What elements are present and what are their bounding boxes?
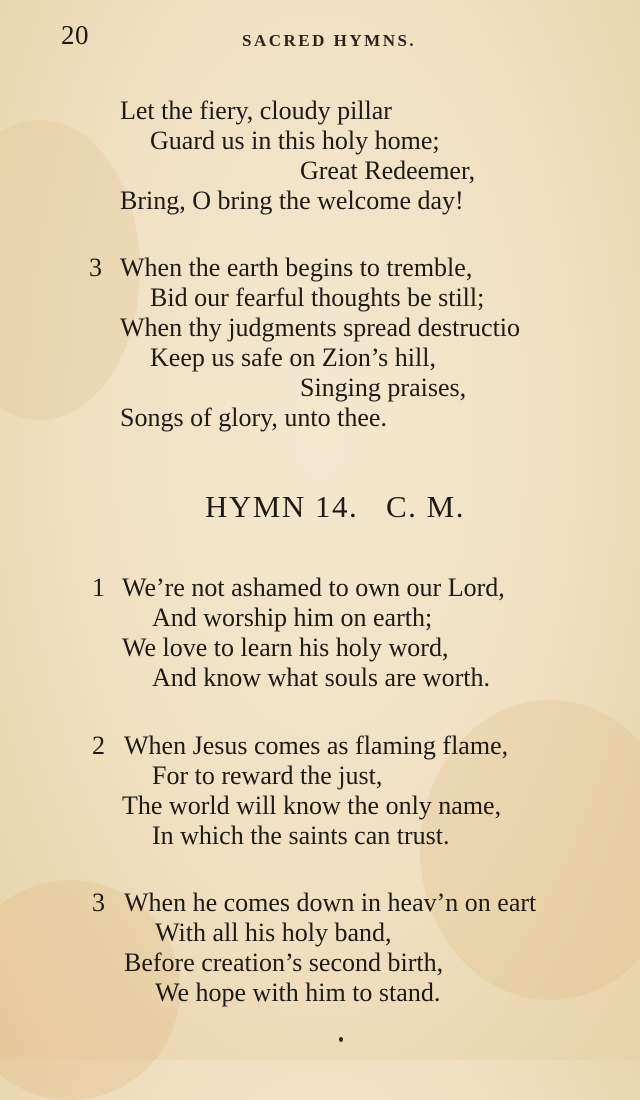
verse-number: 2 bbox=[92, 731, 105, 760]
verse-number: 1 bbox=[92, 573, 105, 602]
verse-line: And worship him on earth; bbox=[152, 603, 433, 632]
verse-line: We love to learn his holy word, bbox=[122, 633, 449, 662]
verse-line: With all his holy band, bbox=[155, 918, 392, 947]
verse-line: The world will know the only name, bbox=[122, 791, 502, 820]
verse-number: 3 bbox=[92, 888, 105, 917]
verse-line: Great Redeemer, bbox=[300, 156, 476, 185]
verse-line: Let the fiery, cloudy pillar bbox=[120, 96, 392, 125]
verse-line: We hope with him to stand. bbox=[155, 978, 441, 1007]
verse-line: Bid our fearful thoughts be still; bbox=[150, 283, 485, 312]
hymn-title: HYMN 14. C. M. bbox=[205, 489, 465, 524]
verse-line: For to reward the just, bbox=[152, 761, 383, 790]
verse-number: 3 bbox=[89, 253, 102, 282]
verse-line: Before creation’s second birth, bbox=[124, 948, 444, 977]
verse-line: Guard us in this holy home; bbox=[150, 126, 440, 155]
verse-line: And know what souls are worth. bbox=[152, 663, 490, 692]
verse-line: When he comes down in heav’n on eart bbox=[124, 888, 537, 917]
verse-line: Bring, O bring the welcome day! bbox=[120, 186, 464, 215]
page-number: 20 bbox=[61, 20, 89, 50]
verse-line: Keep us safe on Zion’s hill, bbox=[150, 343, 436, 372]
verse-line: We’re not ashamed to own our Lord, bbox=[122, 573, 505, 602]
verse-line: Songs of glory, unto thee. bbox=[120, 403, 387, 432]
verse-line: When thy judgments spread destructio bbox=[120, 313, 521, 342]
verse-line: Singing praises, bbox=[300, 373, 467, 402]
verse-line: When Jesus comes as flaming flame, bbox=[124, 731, 509, 760]
running-title: SACRED HYMNS. bbox=[242, 31, 417, 50]
verse-line: When the earth begins to tremble, bbox=[120, 253, 473, 282]
verse-line: In which the saints can trust. bbox=[152, 821, 450, 850]
ink-speck bbox=[339, 1037, 343, 1042]
paper-stain bbox=[0, 120, 140, 420]
